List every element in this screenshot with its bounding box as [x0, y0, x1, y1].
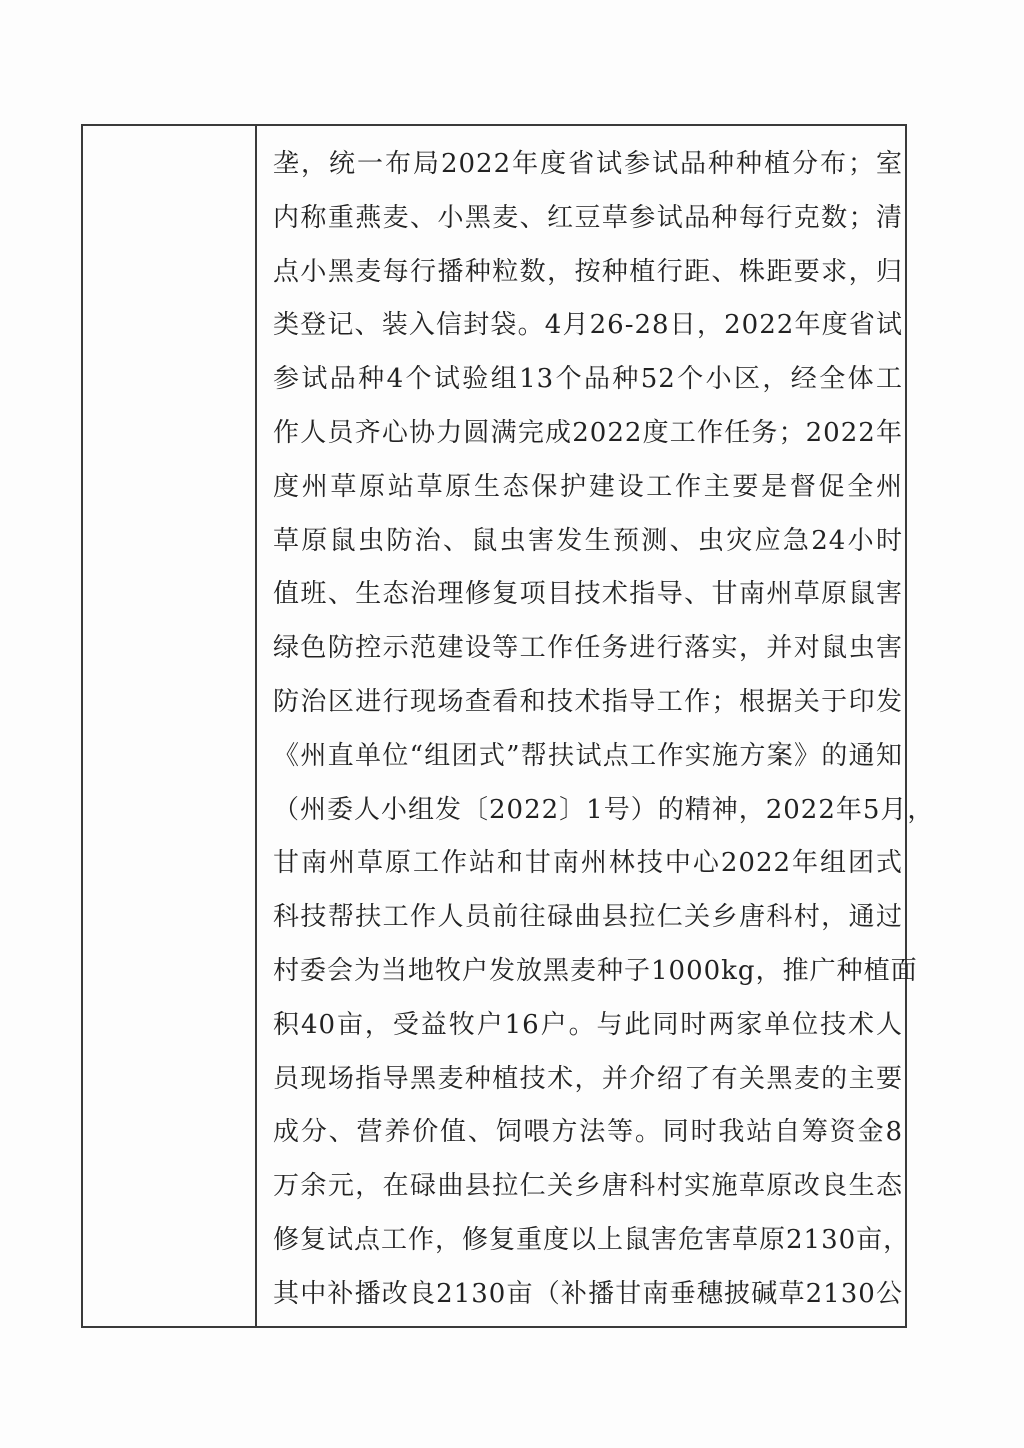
text-line: 修复试点工作，修复重度以上鼠害危害草原2130亩，: [273, 1224, 911, 1255]
text-line: 点小黑麦每行播种粒数，按种植行距、株距要求，归: [273, 256, 903, 287]
text-line: 万余元，在碌曲县拉仁关乡唐科村实施草原改良生态: [273, 1171, 903, 1202]
table-content-cell: [257, 126, 935, 1326]
text-line: 《州直单位“组团式”帮扶试点工作实施方案》的通知: [273, 740, 903, 771]
form-table: [81, 124, 935, 1328]
text-line: 类登记、装入信封袋。4月26-28日，2022年度省试: [273, 310, 903, 341]
text-line: 防治区进行现场查看和技术指导工作；根据关于印发: [273, 686, 903, 717]
text-line: 甘南州草原工作站和甘南州林技中心2022年组团式: [273, 848, 903, 879]
text-line: 草原鼠虫防治、鼠虫害发生预测、虫灾应急24小时: [273, 525, 903, 556]
text-line: 科技帮扶工作人员前往碌曲县拉仁关乡唐科村，通过: [273, 902, 903, 933]
content-text: [273, 138, 935, 1322]
text-line: （州委人小组发〔2022〕1号）的精神，2022年5月，: [273, 794, 935, 825]
text-line: 值班、生态治理修复项目技术指导、甘南州草原鼠害: [273, 579, 903, 610]
text-line: 参试品种4个试验组13个品种52个小区，经全体工: [273, 364, 903, 395]
text-line: 员现场指导黑麦种植技术，并介绍了有关黑麦的主要: [273, 1063, 903, 1094]
text-line: 内称重燕麦、小黑麦、红豆草参试品种每行克数；清: [273, 202, 903, 233]
text-line: 绿色防控示范建设等工作任务进行落实，并对鼠虫害: [273, 633, 903, 664]
text-line: 积40亩，受益牧户16户。与此同时两家单位技术人: [273, 1009, 903, 1040]
text-line: 村委会为当地牧户发放黑麦种子1000kg，推广种植面: [273, 955, 918, 986]
text-line: 度州草原站草原生态保护建设工作主要是督促全州: [273, 471, 903, 502]
text-line: 作人员齐心协力圆满完成2022度工作任务；2022年: [273, 417, 903, 448]
table-label-cell: [83, 126, 257, 1326]
text-line: 垄，统一布局2022年度省试参试品种种植分布；室: [273, 149, 903, 179]
text-line: 成分、营养价值、饲喂方法等。同时我站自筹资金8: [273, 1117, 903, 1148]
text-line: 其中补播改良2130亩（补播甘南垂穗披碱草2130公: [273, 1278, 903, 1309]
